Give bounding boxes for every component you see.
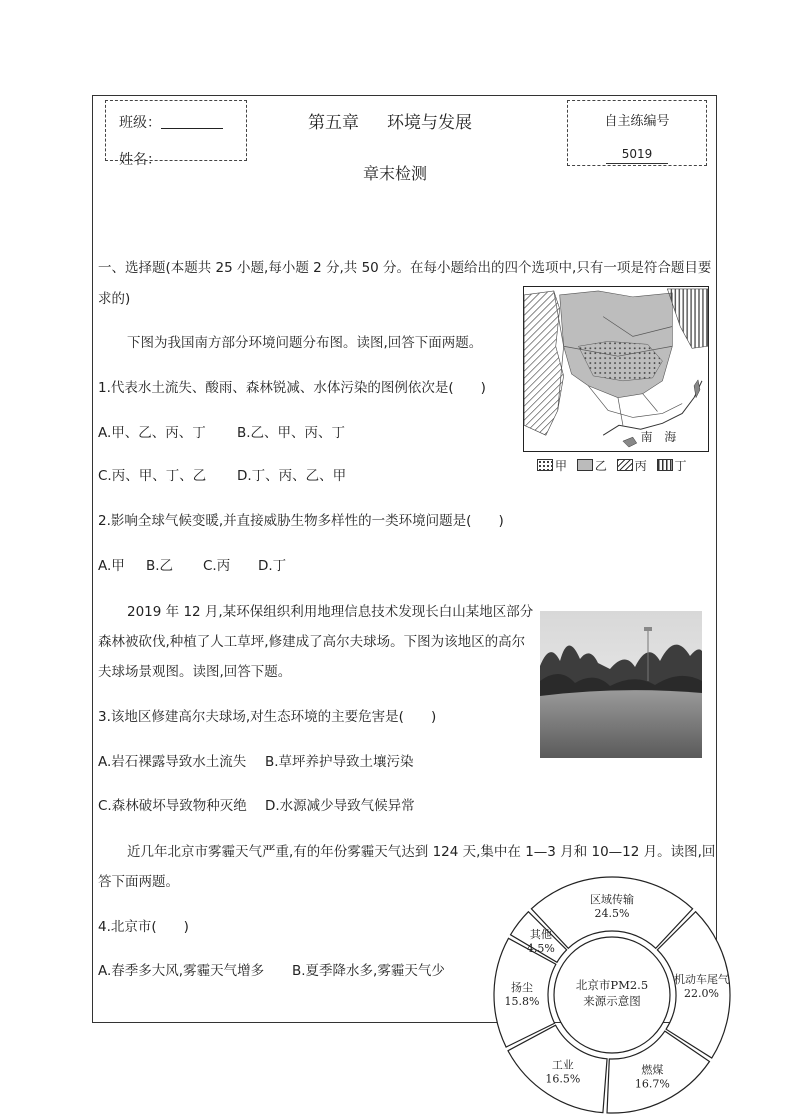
q3-option-b[interactable]: B.草坪养护导致土壤污染	[265, 754, 414, 770]
pie-value-other: 4.5%	[526, 941, 555, 955]
q1-option-c[interactable]: C.丙、甲、丁、乙	[98, 468, 207, 484]
q4-stem: 4.北京市( )	[98, 919, 189, 935]
legend-bing: 丙	[634, 459, 647, 473]
q3-option-a[interactable]: A.岩石裸露导致水土流失	[98, 754, 247, 770]
map-intro: 下图为我国南方部分环境问题分布图。读图,回答下面两题。	[127, 335, 483, 351]
q2-option-a[interactable]: A.甲	[98, 558, 125, 574]
exercise-id-box	[567, 100, 707, 166]
legend-swatch-vertical	[657, 459, 673, 471]
chart-title-line2: 来源示意图	[583, 994, 641, 1008]
legend-swatch-gray	[577, 459, 593, 471]
q2-stem: 2.影响全球气候变暖,并直接威胁生物多样性的一类环境问题是( )	[98, 513, 504, 529]
q2-option-b[interactable]: B.乙	[146, 558, 174, 574]
pie-value-industry: 16.5%	[545, 1072, 581, 1086]
pie-label-industry: 工业	[551, 1058, 574, 1072]
pie-value-dust: 15.8%	[504, 995, 540, 1009]
pie-value-vehicle-exhaust: 22.0%	[683, 987, 719, 1001]
legend-swatch-diagonal	[617, 459, 633, 471]
pm25-source-chart	[504, 877, 729, 1119]
pie-label-other: 其他	[529, 927, 552, 941]
q4-option-a[interactable]: A.春季多大风,雾霾天气增多	[98, 963, 265, 979]
q1-option-a[interactable]: A.甲、乙、丙、丁	[98, 425, 206, 441]
q2-option-d[interactable]: D.丁	[258, 558, 287, 574]
q1-option-d[interactable]: D.丁、丙、乙、甲	[237, 468, 347, 484]
pie-label-vehicle-exhaust: 机动车尾气	[673, 973, 729, 987]
golf-intro-line1: 2019 年 12 月,某环保组织利用地理信息技术发现长白山某地区部分	[127, 604, 534, 620]
q1-option-b[interactable]: B.乙、甲、丙、丁	[237, 425, 346, 441]
name-label: 姓名：	[119, 152, 161, 168]
pie-label-coal: 燃煤	[641, 1063, 664, 1077]
page-title	[308, 108, 472, 133]
class-name-box	[105, 100, 247, 168]
beijing-intro-line2: 答下面两题。	[98, 874, 179, 890]
chapter-topic: 环境与发展	[387, 113, 472, 133]
legend-jia: 甲	[555, 459, 568, 473]
section-heading-cont: 求的)	[98, 291, 131, 307]
south-china-map	[523, 286, 709, 452]
legend-swatch-dots	[537, 459, 553, 471]
pie-value-coal: 16.7%	[634, 1077, 670, 1091]
id-label: 自主练编号	[604, 114, 670, 129]
section-heading: 一、选择题(本题共 25 小题,每小题 2 分,共 50 分。在每小题给出的四个选项中,只有一项是符合题目要	[98, 260, 712, 276]
class-blank[interactable]	[161, 114, 223, 129]
pie-label-regional-transport: 区域传输	[590, 893, 634, 906]
q3-option-d[interactable]: D.水源减少导致气候异常	[265, 798, 415, 814]
class-field	[119, 112, 223, 132]
id-value: 5019	[621, 147, 653, 161]
beijing-intro-line1: 近几年北京市雾霾天气严重,有的年份雾霾天气达到 124 天,集中在 1—3 月和 10—12 月。读图,回	[127, 844, 716, 860]
pie-label-dust: 扬尘	[511, 981, 534, 995]
map-legend	[531, 457, 687, 474]
q2-option-c[interactable]: C.丙	[203, 558, 231, 574]
legend-yi: 乙	[594, 459, 607, 473]
sea-label: 南 海	[640, 430, 677, 445]
chart-title-line1: 北京市PM2.5	[575, 978, 649, 992]
q1-stem: 1.代表水土流失、酸雨、森林锐减、水体污染的图例依次是( )	[98, 380, 486, 396]
q3-stem: 3.该地区修建高尔夫球场,对生态环境的主要危害是( )	[98, 709, 437, 725]
legend-ding: 丁	[674, 459, 687, 473]
q4-option-b[interactable]: B.夏季降水多,雾霾天气少	[292, 963, 445, 979]
golf-course-photo	[540, 611, 702, 758]
id-underline	[606, 163, 668, 164]
page-subtitle: 章末检测	[362, 164, 427, 183]
golf-intro-line3: 夫球场景观图。读图,回答下题。	[98, 664, 292, 680]
chapter-title: 第五章	[308, 113, 359, 133]
golf-intro-line2: 森林被砍伐,种植了人工草坪,修建成了高尔夫球场。下图为该地区的高尔	[98, 634, 526, 650]
pie-value-regional-transport: 24.5%	[594, 907, 630, 920]
q3-option-c[interactable]: C.森林破坏导致物种灭绝	[98, 798, 247, 814]
class-label: 班级：	[119, 115, 161, 131]
